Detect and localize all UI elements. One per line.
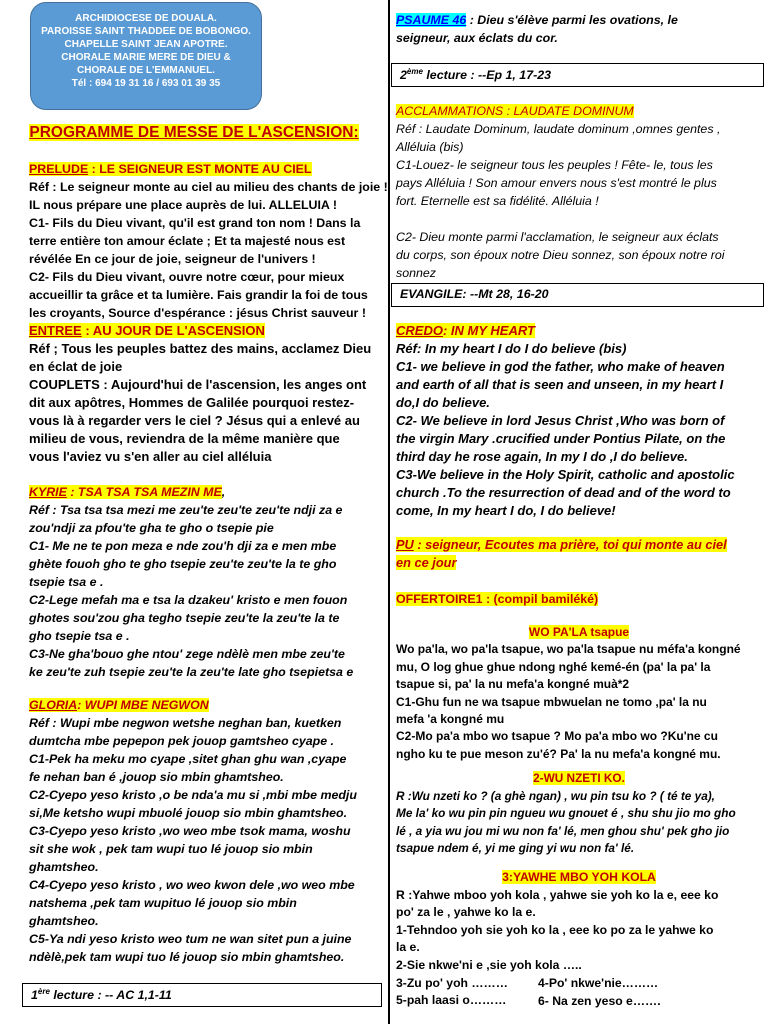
acclamations-label: ACCLAMMATIONS : LAUDATE DOMINUM [396, 104, 634, 118]
acclamations-line: C2- Dieu monte parmi l'acclamation, le seigneur aux éclats [396, 230, 719, 244]
entree-line: Réf ; Tous les peuples battez des mains, acclamez Dieu [29, 341, 372, 356]
offertory-song-2-line: tsapue ndem é, yi me ging yi wu non fa' lé. [396, 841, 635, 856]
gloria-section [29, 696, 387, 966]
entree-line: dit aux apôtres, Hommes de Galilée pourquoi restez- [29, 395, 355, 410]
acclamations-line: du corps, son époux notre Dieu sonnez, son époux notre roi [396, 248, 725, 262]
acclamations-section [396, 102, 762, 282]
acclamations-line [396, 210, 762, 228]
header-line: CHORALE MARIE MERE DE DIEU & [61, 52, 231, 63]
offertory-song-1-line: C2-Mo pa'a mbo wo tsapue ? Mo pa'a mbo wo ?Ku'ne cu [396, 729, 718, 744]
offertory-song-1-line: C1-Ghu fun ne wa tsapue mbwuelan ne tomo ,pa' la nu [396, 694, 707, 709]
prelude-line: révélée En ce jour de joie, seigneur de l'univers ! [29, 252, 316, 266]
offertory-song-2-line: lé , a yia wu jou mi wu non fa' lé, men ghou shu' pek gho jio [396, 823, 730, 838]
gloria-song-title: : WUPI MBE NEGWON [77, 698, 209, 712]
credo-song-title: : IN MY HEART [442, 323, 535, 338]
acclamations-line: sonnez [396, 266, 436, 280]
entree-song-title: : AU JOUR DE L'ASCENSION [81, 323, 265, 338]
offertory-song-3-line: 4-Po' nkwe'nie……… [538, 976, 659, 990]
offertory-song-3-line: 1-Tehndoo yoh sie yoh ko la , eee ko po za le yahwe ko [396, 922, 714, 937]
kyrie-label: KYRIE [29, 485, 67, 499]
gloria-line: ghamtsheo. [29, 860, 99, 874]
credo-line: third day he rose again, In my I do ,I do believe. [396, 449, 688, 464]
gloria-line: dumtcha mbe pepepon pek jouop gamtsheo cyape . [29, 734, 334, 748]
header-line: ARCHIDIOCESE DE DOUALA. [75, 13, 217, 24]
prayer-line: : seigneur, Ecoutes ma prière, toi qui monte au ciel [413, 537, 727, 552]
gloria-line: C3-Cyepo yeso kristo ,wo weo mbe tsok mama, woshu [29, 824, 351, 838]
psalm-label: PSAUME 46 [396, 13, 467, 27]
gloria-line: C5-Ya ndi yeso kristo weo tum ne wan sitet pun a juine [29, 932, 352, 946]
prelude-song-title: : LE SEIGNEUR EST MONTE AU CIEL [88, 162, 312, 176]
credo-line: Réf: In my heart I do I do believe (bis) [396, 341, 627, 356]
offertory-song-2-title: 2-WU NZETI KO. [533, 771, 625, 785]
psalm-section [396, 11, 762, 47]
credo-line: C2- We believe in lord Jesus Christ ,Who was born of [396, 413, 725, 428]
prelude-line: les croyants, Source d'espérance : jésus Christ sauveur ! [29, 306, 366, 320]
prayer-label: PU [396, 537, 414, 552]
gloria-label: GLORIA [29, 698, 78, 712]
gloria-line: C1-Pek ha meku mo cyape ,sitet ghan ghu wan ,cyape [29, 752, 347, 766]
acclamations-line: Alléluia (bis) [396, 140, 464, 154]
prayer-section [396, 536, 762, 572]
credo-line: C3-We believe in the Holy Spirit, catholic and apostolic [396, 467, 735, 482]
parish-header-box [30, 2, 262, 110]
gloria-line: C4-Cyepo yeso kristo , wo weo kwon dele ,wo weo mbe [29, 878, 355, 892]
offertory-song-3-line: po' za le , yahwe ko la e. [396, 905, 536, 920]
gloria-line: natshema ,pek tam wupituo lé jouop sio mbin [29, 896, 297, 910]
gloria-line: C2-Cyepo yeso kristo ,o be nda'a mu si ,mbi mbe medju [29, 788, 357, 802]
prelude-line: accueillir ta grâce et ta lumière. Fais grandir la foi de tous [29, 288, 368, 302]
credo-label: CREDO [396, 323, 443, 338]
gloria-line: sit she wok , pek tam wupi tuo lé jouop sio mbin [29, 842, 313, 856]
kyrie-line: C2-Lege mefah ma e tsa la dzakeu' kristo e men fouon [29, 593, 348, 607]
offertory-song-1-line: tsapue si, pa' la nu mefa'a kongné muà*2 [396, 677, 630, 692]
gloria-line: si,Me ketsho wupi mbuolé jouop sio mbin ghamtsheo. [29, 806, 348, 820]
offertory-song-1-line: mu, O log ghue ghue ndong nghé kemé-én (pa' la pa' la [396, 659, 711, 674]
psalm-line: : Dieu s'élève parmi les ovations, le [466, 13, 678, 27]
offertory-song-1-title: WO PA'LA tsapue [528, 625, 630, 639]
entree-label: ENTREE [29, 323, 82, 338]
credo-line: C1- we believe in god the father, who make of heaven [396, 359, 725, 374]
offertory-song-3-line: 6- Na zen yeso e……. [538, 993, 661, 1008]
second-reading-box: 2ème lecture : --Ep 1, 17-23 [391, 63, 764, 87]
entree-line: en éclat de joie [29, 359, 123, 374]
prelude-line: C2- Fils du Dieu vivant, ouvre notre cœur, pour mieux [29, 270, 345, 284]
page-title: PROGRAMME DE MESSE DE L'ASCENSION: [29, 124, 359, 141]
offertory-song-3-title: 3:YAWHE MBO YOH KOLA [502, 870, 656, 884]
acclamations-line: fort. Eternelle est sa fidélité. Alléluia ! [396, 194, 599, 208]
gloria-line: ndèlè,pek tam wupi tuo lé jouop sio mbin ghamtsheo. [29, 950, 345, 964]
credo-line: come, In my heart I do, I do believe! [396, 503, 616, 518]
offertory-song-3-line: la e. [396, 940, 420, 955]
offertory-song-1-line: mefa 'a kongné mu [396, 712, 505, 727]
kyrie-line: ghète fouoh gho te gho tsepie zeu'te zeu'te la te gho [29, 557, 337, 571]
prelude-line: Réf : Le seigneur monte au ciel au milieu des chants de joie ! [29, 180, 388, 194]
credo-line: church .To the resurrection of dead and of the word to [396, 485, 731, 500]
gloria-line: Réf : Wupi mbe negwon wetshe neghan ban, kuetken [29, 716, 342, 730]
offertory-song-1-line: ngho ku te pue meson zu'é? Pa' la nu mefa'a kongné mu. [396, 746, 721, 761]
credo-line: and earth of all that is seen and unseen, in my heart I [396, 377, 724, 392]
offertory-song-2-line: R :Wu nzeti ko ? (a ghè ngan) , wu pin tsu ko ? ( té te ya), [396, 788, 715, 803]
credo-line: the virgin Mary .crucified under Pontius Pilate, on the [396, 431, 726, 446]
kyrie-comma: , [221, 485, 226, 499]
header-line: PAROISSE SAINT THADDEE DE BOBONGO. [41, 26, 251, 37]
offertory-section [396, 590, 762, 608]
psalm-line: seigneur, aux éclats du cor. [396, 31, 558, 45]
prayer-line: en ce jour [396, 555, 457, 570]
prelude-label: PRELUDE [29, 162, 89, 176]
kyrie-line: C1- Me ne te pon meza e nde zou'h dji za e men mbe [29, 539, 337, 553]
credo-section [396, 322, 762, 520]
gloria-line: fe nehan ban é ,jouop sio mbin ghamtsheo. [29, 770, 284, 784]
entree-section [29, 322, 387, 466]
offertory-song-3-line: R :Yahwe mboo yoh kola , yahwe sie yoh ko la e, eee ko [396, 887, 719, 902]
offertory-song-3-line: 5-pah laasi o……… [396, 993, 507, 1008]
acclamations-line: Réf : Laudate Dominum, laudate dominum ,omnes gentes , [396, 122, 721, 136]
kyrie-line: ke zeu'te zuh tsepie zeu'te la zeu'te late gho tsepietsa e [29, 665, 354, 679]
offertory-song-3-line: 3-Zu po' yoh ……… [396, 975, 508, 990]
first-reading-box: 1ère lecture : -- AC 1,1-11 [22, 983, 382, 1007]
offertory-song-2-line: Me la' ko wu pin pin ngueu wu gnouet é , shu shu jio mo gho [396, 806, 736, 821]
entree-line: vous l'aviez vu s'en aller au ciel alléluia [29, 449, 272, 464]
kyrie-line: zou'ndji za pfou'te gha te gho o tsepie pie [29, 521, 274, 535]
offertory-label: OFFERTOIRE1 : (compil bamiléké) [396, 592, 599, 606]
credo-line: do,I do believe. [396, 395, 490, 410]
entree-line: COUPLETS : Aujourd'hui de l'ascension, les anges ont [29, 377, 367, 392]
prelude-line: IL nous prépare une place auprès de lui. ALLELUIA ! [29, 198, 337, 212]
offertory-song-1-line: Wo pa'la, wo pa'la tsapue, wo pa'la tsapue nu méfa'a kongné [396, 642, 741, 657]
prelude-line: C1- Fils du Dieu vivant, qu'il est grand ton nom ! Dans la [29, 216, 361, 230]
kyrie-line: gho tsepie tsa e . [29, 629, 130, 643]
kyrie-line: C3-Ne gha'bouo ghe ntou' zege ndèlè men mbe zeu'te [29, 647, 345, 661]
header-line: CHORALE DE L'EMMANUEL. [77, 65, 215, 76]
kyrie-line: tsepie tsa e . [29, 575, 104, 589]
entree-line: vous là à regarder vers le ciel ? Jésus qui a enlevé au [29, 413, 360, 428]
offertory-song-3-col2 [538, 975, 758, 1010]
prelude-section [29, 160, 387, 322]
offertory-song-2 [396, 770, 762, 858]
header-line: Tél : 694 19 31 16 / 693 01 39 35 [71, 78, 221, 89]
kyrie-line: ghotes sou'zou gha tegho tsepie zeu'te la zeu'te la te [29, 611, 340, 625]
offertory-song-3-line: 2-Sie nkwe'ni e ,sie yoh kola ….. [396, 957, 582, 972]
prelude-line: terre entière ton amour éclate ; Et ta majesté nous est [29, 234, 346, 248]
acclamations-line: pays Alléluia ! Son amour envers nous s'est montré le plus [396, 176, 717, 190]
gloria-line: ghamtsheo. [29, 914, 99, 928]
gospel-box: EVANGILE: --Mt 28, 16-20 [391, 283, 764, 307]
kyrie-section [29, 483, 387, 681]
acclamations-line: C1-Louez- le seigneur tous les peuples ! Fête- le, tous les [396, 158, 713, 172]
kyrie-line: Réf : Tsa tsa tsa mezi me zeu'te zeu'te zeu'te ndji za e [29, 503, 343, 517]
offertory-song-1 [396, 624, 762, 763]
kyrie-song-title: : TSA TSA TSA MEZIN ME [66, 485, 222, 499]
entree-line: milieu de vous, reviendra de la même manière que [29, 431, 340, 446]
column-divider [388, 0, 390, 1024]
header-line: CHAPELLE SAINT JEAN APOTRE. [64, 39, 228, 50]
